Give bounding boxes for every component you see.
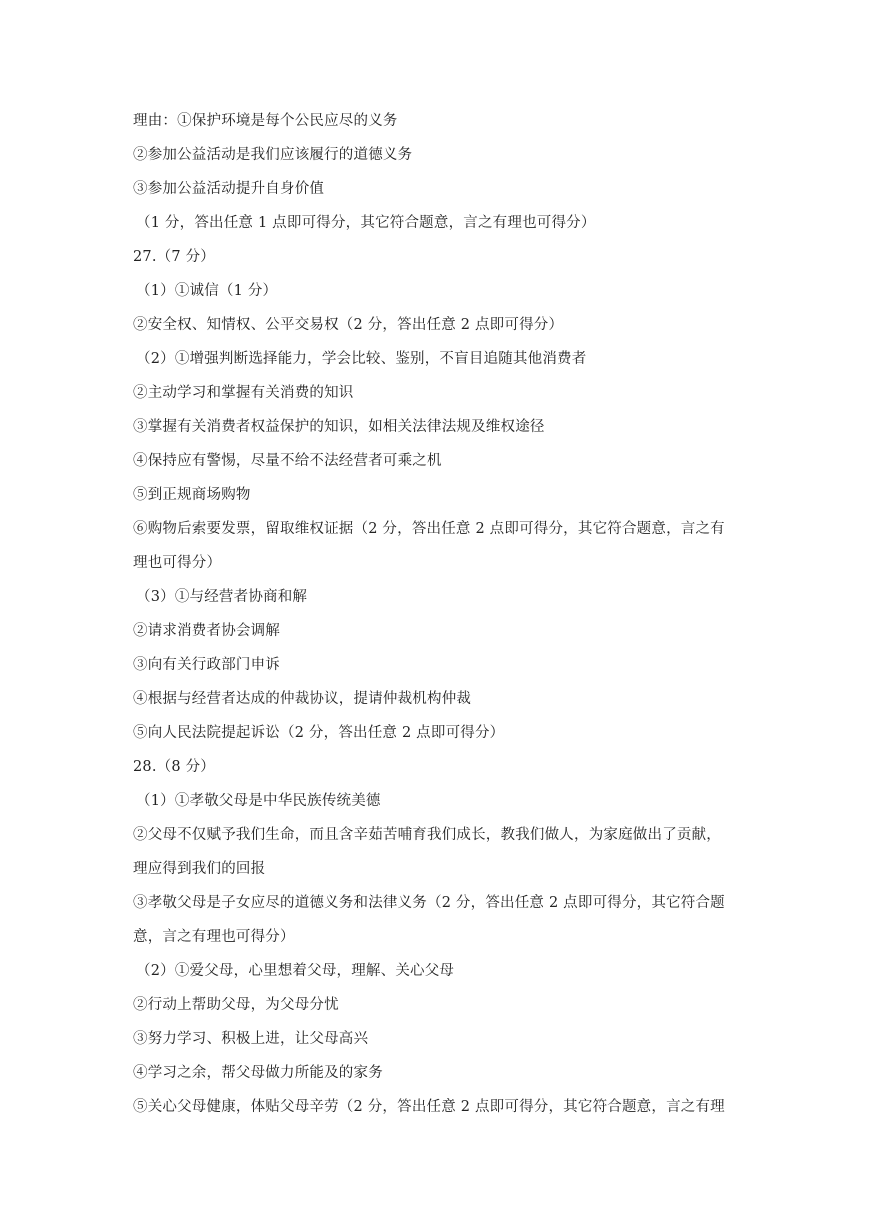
text-line-reason: 理由：①保护环境是每个公民应尽的义务 bbox=[133, 113, 398, 129]
text-line: ④学习之余，帮父母做力所能及的家务 bbox=[133, 1065, 383, 1081]
question-number-28: 28.（8 分） bbox=[133, 759, 215, 775]
text-line: ③向有关行政部门申诉 bbox=[133, 657, 280, 673]
answer-text-block bbox=[133, 107, 753, 1127]
text-line: ⑤到正规商场购物 bbox=[133, 487, 251, 503]
text-line: （1）①孝敬父母是中华民族传统美德 bbox=[136, 793, 381, 809]
text-line: ②父母不仅赋予我们生命，而且含辛茹苦哺育我们成长，教我们做人，为家庭做出了贡献， bbox=[133, 827, 721, 843]
text-line: 理也可得分） bbox=[133, 555, 222, 571]
scoring-note: （1 分，答出任意 1 点即可得分，其它符合题意，言之有理也可得分） bbox=[136, 215, 596, 231]
text-line: ③掌握有关消费者权益保护的知识，如相关法律法规及维权途径 bbox=[133, 419, 545, 435]
text-line: （2）①爱父母，心里想着父母，理解、关心父母 bbox=[136, 963, 455, 979]
text-line: 意，言之有理也可得分） bbox=[133, 929, 295, 945]
text-line: ⑤向人民法院提起诉讼（2 分，答出任意 2 点即可得分） bbox=[133, 725, 505, 741]
text-line: ③孝敬父母是子女应尽的道德义务和法律义务（2 分，答出任意 2 点即可得分，其它符合题 bbox=[133, 895, 725, 911]
text-line: ④根据与经营者达成的仲裁协议，提请仲裁机构仲裁 bbox=[133, 691, 472, 707]
text-line: ②主动学习和掌握有关消费的知识 bbox=[133, 385, 354, 401]
text-line: ②参加公益活动是我们应该履行的道德义务 bbox=[133, 147, 413, 163]
text-line: ⑥购物后索要发票，留取维权证据（2 分，答出任意 2 点即可得分，其它符合题意，言之有 bbox=[133, 521, 725, 537]
question-number-27: 27.（7 分） bbox=[133, 249, 215, 265]
text-line: （3）①与经营者协商和解 bbox=[136, 589, 308, 605]
text-line: （2）①增强判断选择能力，学会比较、鉴别，不盲目追随其他消费者 bbox=[136, 351, 587, 367]
text-line: ③参加公益活动提升自身价值 bbox=[133, 181, 325, 197]
text-line: ⑤关心父母健康，体贴父母辛劳（2 分，答出任意 2 点即可得分，其它符合题意，言之有理 bbox=[133, 1099, 725, 1115]
text-line: ②行动上帮助父母，为父母分忧 bbox=[133, 997, 339, 1013]
text-line: ②安全权、知情权、公平交易权（2 分，答出任意 2 点即可得分） bbox=[133, 317, 564, 333]
text-line: 理应得到我们的回报 bbox=[133, 861, 266, 877]
text-line: ②请求消费者协会调解 bbox=[133, 623, 280, 639]
text-line: ④保持应有警惕，尽量不给不法经营者可乘之机 bbox=[133, 453, 442, 469]
text-line: ③努力学习、积极上进，让父母高兴 bbox=[133, 1031, 369, 1047]
text-line: （1）①诚信（1 分） bbox=[136, 283, 278, 299]
